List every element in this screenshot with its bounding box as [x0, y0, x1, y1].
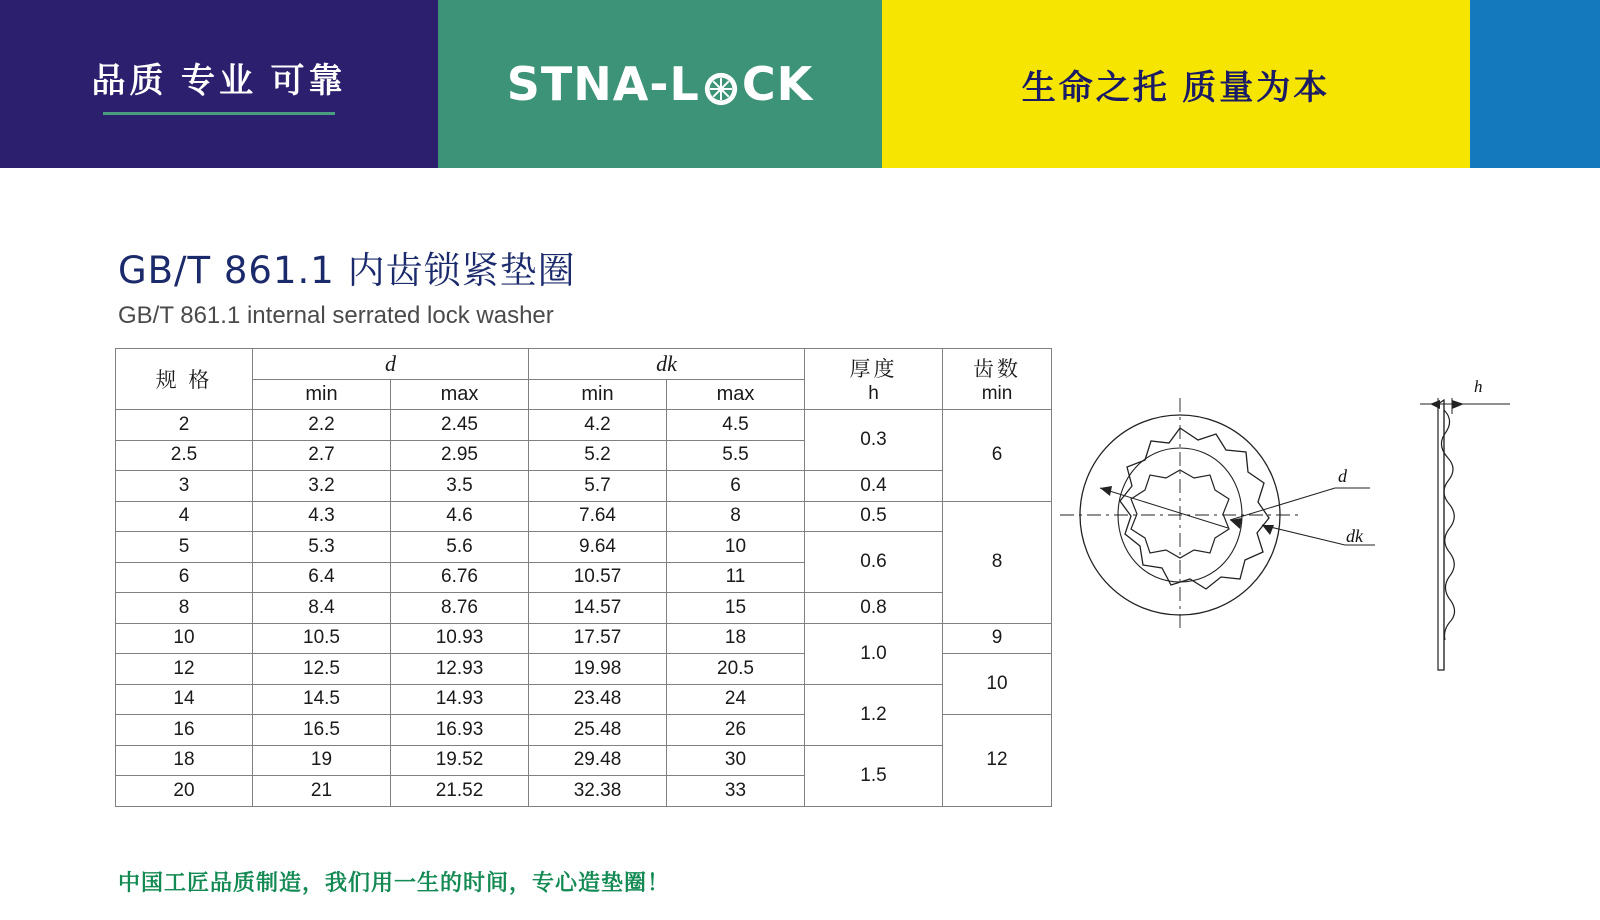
spec-table-head [116, 349, 1052, 410]
cell-thickness: 1.2 [805, 684, 943, 745]
label-h: h [1474, 377, 1483, 396]
cell-thickness: 0.4 [805, 471, 943, 502]
cell-d-min: 21 [253, 776, 391, 807]
cell-dk-max: 24 [667, 684, 805, 715]
cell-dk-min: 19.98 [529, 654, 667, 685]
drawing-svg [1040, 370, 1560, 700]
page-title-cn: GB/T 861.1 内齿锁紧垫圈 [118, 249, 576, 292]
cell-dk-min: 5.2 [529, 440, 667, 471]
col-header-spec: 规 格 [116, 349, 253, 410]
cell-dk-min: 4.2 [529, 410, 667, 441]
gear-icon [702, 65, 740, 103]
cell-dk-max: 18 [667, 623, 805, 654]
cell-teeth: 10 [943, 654, 1052, 715]
cell-dk-max: 4.5 [667, 410, 805, 441]
col-header-d-max: max [391, 379, 529, 410]
cell-d-max: 12.93 [391, 654, 529, 685]
table-row [116, 471, 1052, 502]
table-row [116, 623, 1052, 654]
cell-thickness: 0.5 [805, 501, 943, 532]
table-row [116, 532, 1052, 563]
cell-thickness: 0.8 [805, 593, 943, 624]
cell-dk-max: 11 [667, 562, 805, 593]
cell-dk-max: 30 [667, 745, 805, 776]
cell-d-min: 8.4 [253, 593, 391, 624]
page-title-en: GB/T 861.1 internal serrated lock washer [118, 302, 554, 329]
cell-d-max: 10.93 [391, 623, 529, 654]
cell-d-max: 6.76 [391, 562, 529, 593]
cell-dk-max: 10 [667, 532, 805, 563]
col-header-thickness [805, 349, 943, 410]
spec-table-container [115, 348, 1052, 807]
col-header-thickness-sym: h [868, 383, 879, 404]
cell-dk-min: 5.7 [529, 471, 667, 502]
cell-spec: 2 [116, 410, 253, 441]
col-header-dk-min: min [529, 379, 667, 410]
cell-spec: 6 [116, 562, 253, 593]
cell-d-max: 16.93 [391, 715, 529, 746]
cell-d-min: 4.3 [253, 501, 391, 532]
cell-d-max: 2.95 [391, 440, 529, 471]
cell-spec: 10 [116, 623, 253, 654]
cell-d-min: 14.5 [253, 684, 391, 715]
washer-side-view [1438, 400, 1455, 670]
cell-dk-min: 25.48 [529, 715, 667, 746]
table-row [116, 593, 1052, 624]
title-block [118, 240, 1600, 330]
table-row [116, 410, 1052, 441]
brand-logo-text-part1: STN [506, 57, 613, 111]
brand-logo [507, 57, 813, 111]
label-dk: dk [1346, 526, 1363, 546]
cell-d-min: 16.5 [253, 715, 391, 746]
table-row [116, 745, 1052, 776]
header-left-underline [103, 112, 335, 115]
cell-d-min: 2.7 [253, 440, 391, 471]
cell-d-min: 3.2 [253, 471, 391, 502]
cell-thickness: 0.3 [805, 410, 943, 471]
cell-teeth: 8 [943, 501, 1052, 623]
cell-d-min: 2.2 [253, 410, 391, 441]
cell-dk-min: 9.64 [529, 532, 667, 563]
cell-dk-min: 29.48 [529, 745, 667, 776]
header-left-panel [0, 0, 438, 168]
cell-spec: 4 [116, 501, 253, 532]
cell-d-max: 8.76 [391, 593, 529, 624]
cell-d-max: 19.52 [391, 745, 529, 776]
col-header-d: d [253, 349, 529, 380]
cell-dk-min: 17.57 [529, 623, 667, 654]
brand-logo-dash: -L [649, 57, 700, 111]
brand-logo-text-part2: CK [741, 57, 814, 111]
col-header-teeth [943, 349, 1052, 410]
cell-spec: 14 [116, 684, 253, 715]
footer-slogan: 中国工匠品质制造，我们用一生的时间，专心造垫圈！ [118, 870, 671, 895]
col-header-thickness-cn: 厚度 [849, 358, 898, 381]
cell-thickness: 0.6 [805, 532, 943, 593]
cell-d-min: 6.4 [253, 562, 391, 593]
table-row [116, 501, 1052, 532]
cell-d-max: 5.6 [391, 532, 529, 563]
cell-dk-max: 5.5 [667, 440, 805, 471]
label-d: d [1338, 466, 1347, 486]
technical-drawing [1040, 370, 1560, 700]
col-header-dk: dk [529, 349, 805, 380]
cell-d-max: 3.5 [391, 471, 529, 502]
cell-d-min: 5.3 [253, 532, 391, 563]
cell-dk-min: 14.57 [529, 593, 667, 624]
cell-spec: 16 [116, 715, 253, 746]
cell-d-max: 14.93 [391, 684, 529, 715]
header-right-slogan: 生命之托 质量为本 [1021, 68, 1331, 107]
cell-d-min: 10.5 [253, 623, 391, 654]
cell-dk-max: 26 [667, 715, 805, 746]
h-dimension [1420, 398, 1510, 414]
arrow-head-dk [1262, 525, 1274, 535]
cell-dk-max: 33 [667, 776, 805, 807]
cell-spec: 3 [116, 471, 253, 502]
cell-spec: 2.5 [116, 440, 253, 471]
cell-d-max: 21.52 [391, 776, 529, 807]
brand-logo-letter-a: A [612, 57, 650, 111]
dimension-leaders [1100, 488, 1375, 545]
cell-dk-min: 10.57 [529, 562, 667, 593]
cell-spec: 20 [116, 776, 253, 807]
cell-thickness: 1.0 [805, 623, 943, 684]
col-header-dk-max: max [667, 379, 805, 410]
header-logo-panel [438, 0, 882, 168]
cell-dk-min: 23.48 [529, 684, 667, 715]
arrow-head-h-right [1452, 400, 1464, 409]
cell-dk-min: 7.64 [529, 501, 667, 532]
cell-spec: 5 [116, 532, 253, 563]
header-left-slogan: 品质 专业 可靠 [91, 62, 347, 100]
page-header [0, 0, 1600, 168]
cell-dk-max: 6 [667, 471, 805, 502]
cell-teeth: 9 [943, 623, 1052, 654]
cell-spec: 18 [116, 745, 253, 776]
spec-table-body [116, 410, 1052, 807]
cell-dk-max: 15 [667, 593, 805, 624]
centerlines [1060, 398, 1298, 632]
cell-d-min: 12.5 [253, 654, 391, 685]
arrow-head-left [1100, 486, 1112, 496]
cell-d-max: 2.45 [391, 410, 529, 441]
col-header-teeth-cn: 齿数 [973, 358, 1021, 381]
cell-teeth: 12 [943, 715, 1052, 807]
cell-dk-max: 8 [667, 501, 805, 532]
header-right-panel [882, 0, 1470, 168]
table-header-row-1 [116, 349, 1052, 380]
col-header-d-min: min [253, 379, 391, 410]
table-row [116, 684, 1052, 715]
cell-spec: 8 [116, 593, 253, 624]
cell-teeth: 6 [943, 410, 1052, 502]
cell-thickness: 1.5 [805, 745, 943, 806]
cell-dk-min: 32.38 [529, 776, 667, 807]
spec-table [115, 348, 1052, 807]
header-blue-accent [1470, 0, 1600, 168]
col-header-teeth-min: min [981, 383, 1013, 404]
cell-dk-max: 20.5 [667, 654, 805, 685]
cell-d-min: 19 [253, 745, 391, 776]
cell-d-max: 4.6 [391, 501, 529, 532]
arrow-head-h-left [1430, 400, 1440, 409]
cell-spec: 12 [116, 654, 253, 685]
